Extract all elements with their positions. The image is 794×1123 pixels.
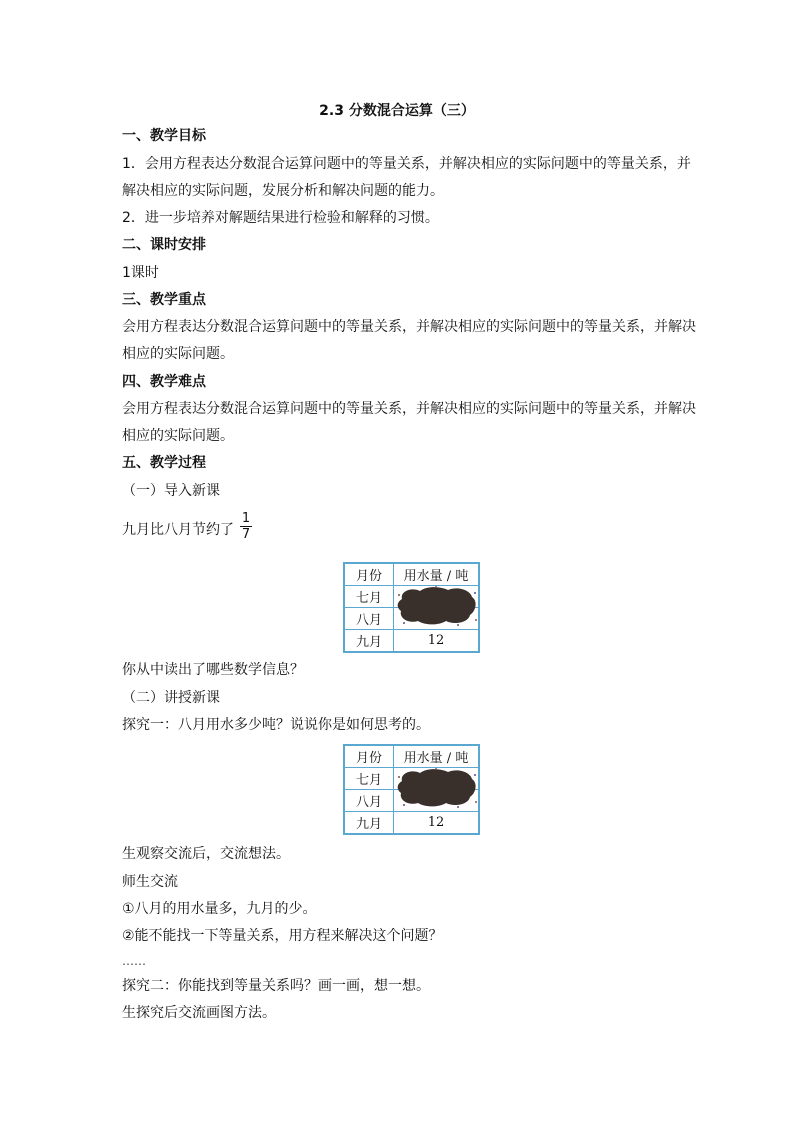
question-info: 你从中读出了哪些数学信息？: [122, 662, 304, 678]
observe-discuss: 生观察交流后，交流想法。: [122, 846, 290, 862]
subheading-intro: （一）导入新课: [122, 483, 220, 499]
point-1: ①八月的用水量多，九月的少。: [122, 901, 317, 917]
table-row: [344, 812, 479, 835]
row-month: 八月: [344, 790, 394, 812]
heading-teaching-goals: 一、教学目标: [122, 128, 206, 144]
class-hours-value: 1课时: [122, 265, 159, 281]
explore-2: 探究二：你能找到等量关系吗？画一画，想一想。: [122, 978, 430, 994]
closing-line: 生探究后交流画图方法。: [122, 1005, 276, 1021]
teacher-student-exchange: 师生交流: [122, 874, 178, 890]
header-usage: 用水量 / 吨: [394, 563, 480, 586]
point-2: ②能不能找一下等量关系，用方程来解决这个问题？: [122, 928, 443, 944]
header-month: 月份: [344, 745, 394, 768]
row-usage: 12: [394, 630, 480, 653]
difficult-points-line-b: 相应的实际问题。: [122, 428, 234, 444]
difficult-points-line-a: 会用方程表达分数混合运算问题中的等量关系，并解决相应的实际问题中的等量关系，并解决: [122, 401, 696, 417]
fraction-numerator: 1: [241, 511, 251, 526]
fraction-denominator: 7: [241, 527, 251, 542]
key-points-line-b: 相应的实际问题。: [122, 346, 234, 362]
key-points-line-a: 会用方程表达分数混合运算问题中的等量关系，并解决相应的实际问题中的等量关系，并解决: [122, 319, 696, 335]
header-month: 月份: [344, 563, 394, 586]
table-row: [344, 630, 479, 653]
heading-teaching-process: 五、教学过程: [122, 455, 206, 471]
ink-blot-image: [396, 585, 478, 627]
ink-blot-image: [396, 767, 478, 809]
ellipsis: ……: [122, 954, 146, 968]
subheading-new-lesson: （二）讲授新课: [122, 690, 220, 706]
intro-sentence: 九月比八月节约了: [122, 522, 234, 538]
row-month: 八月: [344, 608, 394, 630]
table-header-row: [344, 745, 479, 768]
heading-difficult-points: 四、教学难点: [122, 374, 206, 390]
row-month: 七月: [344, 768, 394, 790]
goal-2: 2．进一步培养对解题结果进行检验和解释的习惯。: [122, 210, 439, 226]
row-month: 九月: [344, 630, 394, 653]
goal-1-line-a: 1．会用方程表达分数混合运算问题中的等量关系，并解决相应的实际问题中的等量关系，并: [122, 156, 691, 172]
fraction: [240, 511, 252, 542]
header-usage: 用水量 / 吨: [394, 745, 480, 768]
explore-1: 探究一：八月用水多少吨？说说你是如何思考的。: [122, 717, 430, 733]
heading-key-points: 三、教学重点: [122, 292, 206, 308]
heading-class-hours: 二、课时安排: [122, 237, 206, 253]
page-title: 2.3 分数混合运算（三）: [319, 103, 475, 119]
table-header-row: [344, 563, 479, 586]
row-month: 七月: [344, 586, 394, 608]
goal-1-line-b: 解决相应的实际问题，发展分析和解决问题的能力。: [122, 183, 444, 199]
row-usage: 12: [394, 812, 480, 835]
row-month: 九月: [344, 812, 394, 835]
